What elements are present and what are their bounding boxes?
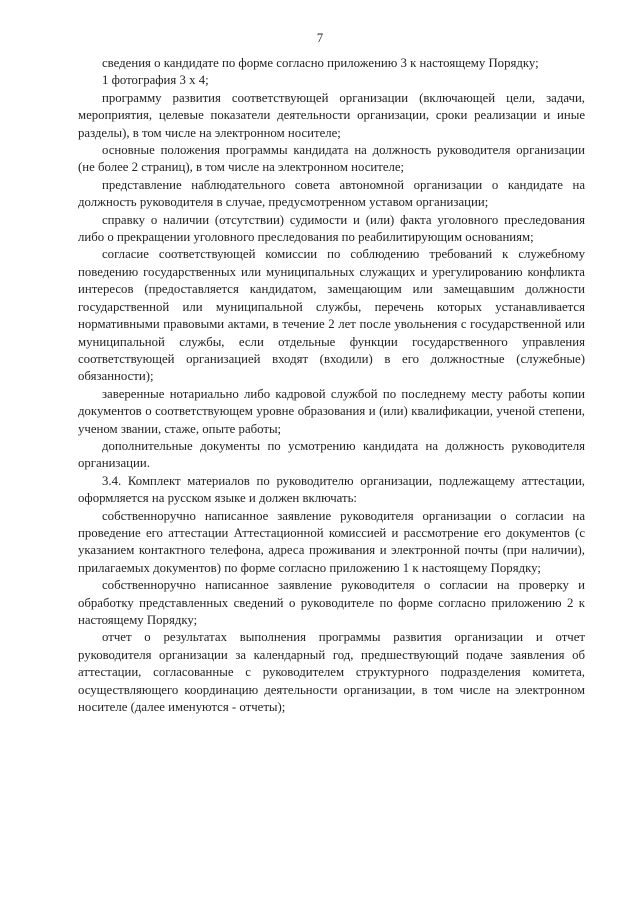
- paragraph-criminal-record: справку о наличии (отсутствии) судимости и (или) факта уголовного преследования либо о прекращении уголовного преследования по реабилитирующим основаниям;: [78, 212, 585, 245]
- paragraph-reports: отчет о результатах выполнения программы развития организации и отчет руководителя организации за календарный год, предшествующий подаче заявления об аттестации, согласованные с руководителем структурного подразделения комитета, осуществляющего координацию деятельности организации, в том числе на электронном носителе (далее именуются - отчеты);: [78, 630, 585, 715]
- paragraph-commission-consent: согласие соответствующей комиссии по соблюдению требований к служебному поведению государственных или муниципальных служащих и урегулированию конфликта интересов (предоставляется кандидатом, замещающим или замещавшим должности государственной или муниципальной службы, перечень которых устанавливается нормативными правовыми актами, в течение 2 лет после увольнения с государственной или муниципальной службы, если отдельные функции государственного управления соответствующей организацией входят (входили) в его должностные (служебные) обязанности);: [78, 247, 585, 384]
- paragraph-development-program: программу развития соответствующей организации (включающей цели, задачи, мероприятия, целевые показатели деятельности организации, сроки реализации и иные разделы), в том числе на электронном носителе;: [78, 90, 585, 140]
- paragraph-data-processing-consent: собственноручно написанное заявление руководителя о согласии на проверку и обработку представленных сведений о руководителе по форме согласно приложению 2 к настоящему Порядку;: [78, 578, 585, 627]
- paragraph-program-provisions: основные положения программы кандидата на должность руководителя организации (не более 2 страниц), в том числе на электронном носителе;: [78, 143, 585, 175]
- paragraph-certified-copies: заверенные нотариально либо кадровой службой по последнему месту работы копии документов о соответствующем уровне образования и (или) квалификации, ученой степени, ученом звании, стаже, опыте работы;: [78, 386, 585, 436]
- section-3-4: 3.4. Комплект материалов по руководителю организации, подлежащему аттестации, оформляется на русском языке и должен включать:: [78, 473, 585, 506]
- document-body: [78, 55, 585, 716]
- paragraph-additional-documents: дополнительные документы по усмотрению кандидата на должность руководителя организации.: [78, 438, 585, 471]
- paragraph-attestation-application: собственноручно написанное заявление руководителя организации о согласии на проведение его аттестации Аттестационной комиссией и рассмотрение его документов (с указанием контактного телефона, адреса проживания и электронной почты (при наличии), прилагаемых документов) по форме согласно приложению 1 к настоящему Порядку;: [78, 508, 585, 575]
- paragraph-supervisory-board: представление наблюдательного совета автономной организации о кандидате на должность руководителя в случае, предусмотренном уставом организации;: [78, 177, 585, 210]
- page-number: 7: [316, 31, 324, 45]
- paragraph-photo: 1 фотография 3 х 4;: [102, 73, 209, 88]
- paragraph-candidate-info: сведения о кандидате по форме согласно приложению 3 к настоящему Порядку;: [102, 56, 539, 70]
